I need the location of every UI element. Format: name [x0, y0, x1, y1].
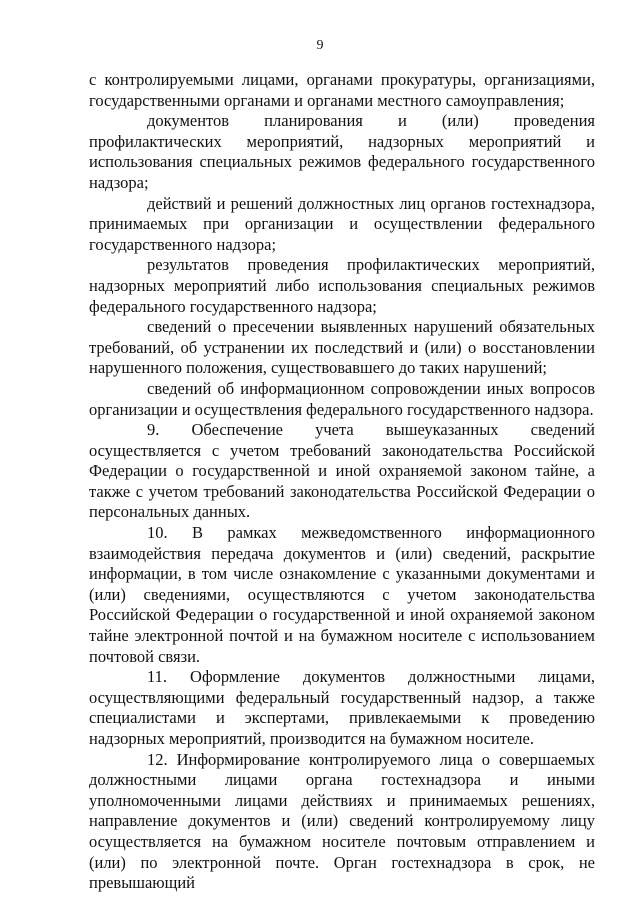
page-number: 9: [316, 38, 324, 53]
clause-12: 12. Информирование контролируемого лица о совершаемых должностными лицами органа гостехнадзора и иными уполномоченными лицами действиях и принимаемых решениях, направление документов и (или) сведений контролируемому лицу осуществляется на бумажном носителе почтовым отправлением и (или) по электронной почте. Орган гостехнадзора в срок, не превышающий: [89, 749, 595, 893]
list-item-violation-suppression: сведений о пресечении выявленных нарушений обязательных требований, об устранении их последствий и (или) о восстановлении нарушенного положения, существовавшего до таких нарушений;: [89, 317, 595, 378]
list-item-measure-results: результатов проведения профилактических мероприятий, надзорных мероприятий либо использования специальных режимов федерального государственного надзора;: [89, 255, 595, 316]
clause-10: 10. В рамках межведомственного информационного взаимодействия передача документов и (или) сведений, раскрытие информации, в том числе ознакомление с указанными документами и (или) сведениями, осуществляются с учетом законодательства Российской Федерации о государственной и иной охраняемой законом тайне электронной почтой и на бумажном носителе с использованием почтовой связи.: [89, 523, 595, 666]
paragraph-continued: с контролируемыми лицами, органами прокуратуры, организациями, государственными органами и органами местного самоуправления;: [89, 70, 595, 110]
list-item-official-actions: действий и решений должностных лиц органов гостехнадзора, принимаемых при организации и осуществлении федерального государственного надзора;: [89, 193, 595, 254]
list-item-planning-documents: документов планирования и (или) проведения профилактических мероприятий, надзорных мероприятий и использования специальных режимов федерального государственного надзора;: [89, 111, 595, 192]
clause-9: 9. Обеспечение учета вышеуказанных сведений осуществляется с учетом требований законодательства Российской Федерации о государственной и иной охраняемой законом тайне, а также с учетом требований законодательства Российской Федерации о персональных данных.: [89, 420, 595, 522]
clause-11: 11. Оформление документов должностными лицами, осуществляющими федеральный государственный надзор, а также специалистами и экспертами, привлекаемыми к проведению надзорных мероприятий, производится на бумажном носителе.: [89, 667, 595, 748]
document-body: [89, 70, 595, 894]
list-item-information-support: сведений об информационном сопровождении иных вопросов организации и осуществления федерального государственного надзора.: [89, 378, 595, 419]
